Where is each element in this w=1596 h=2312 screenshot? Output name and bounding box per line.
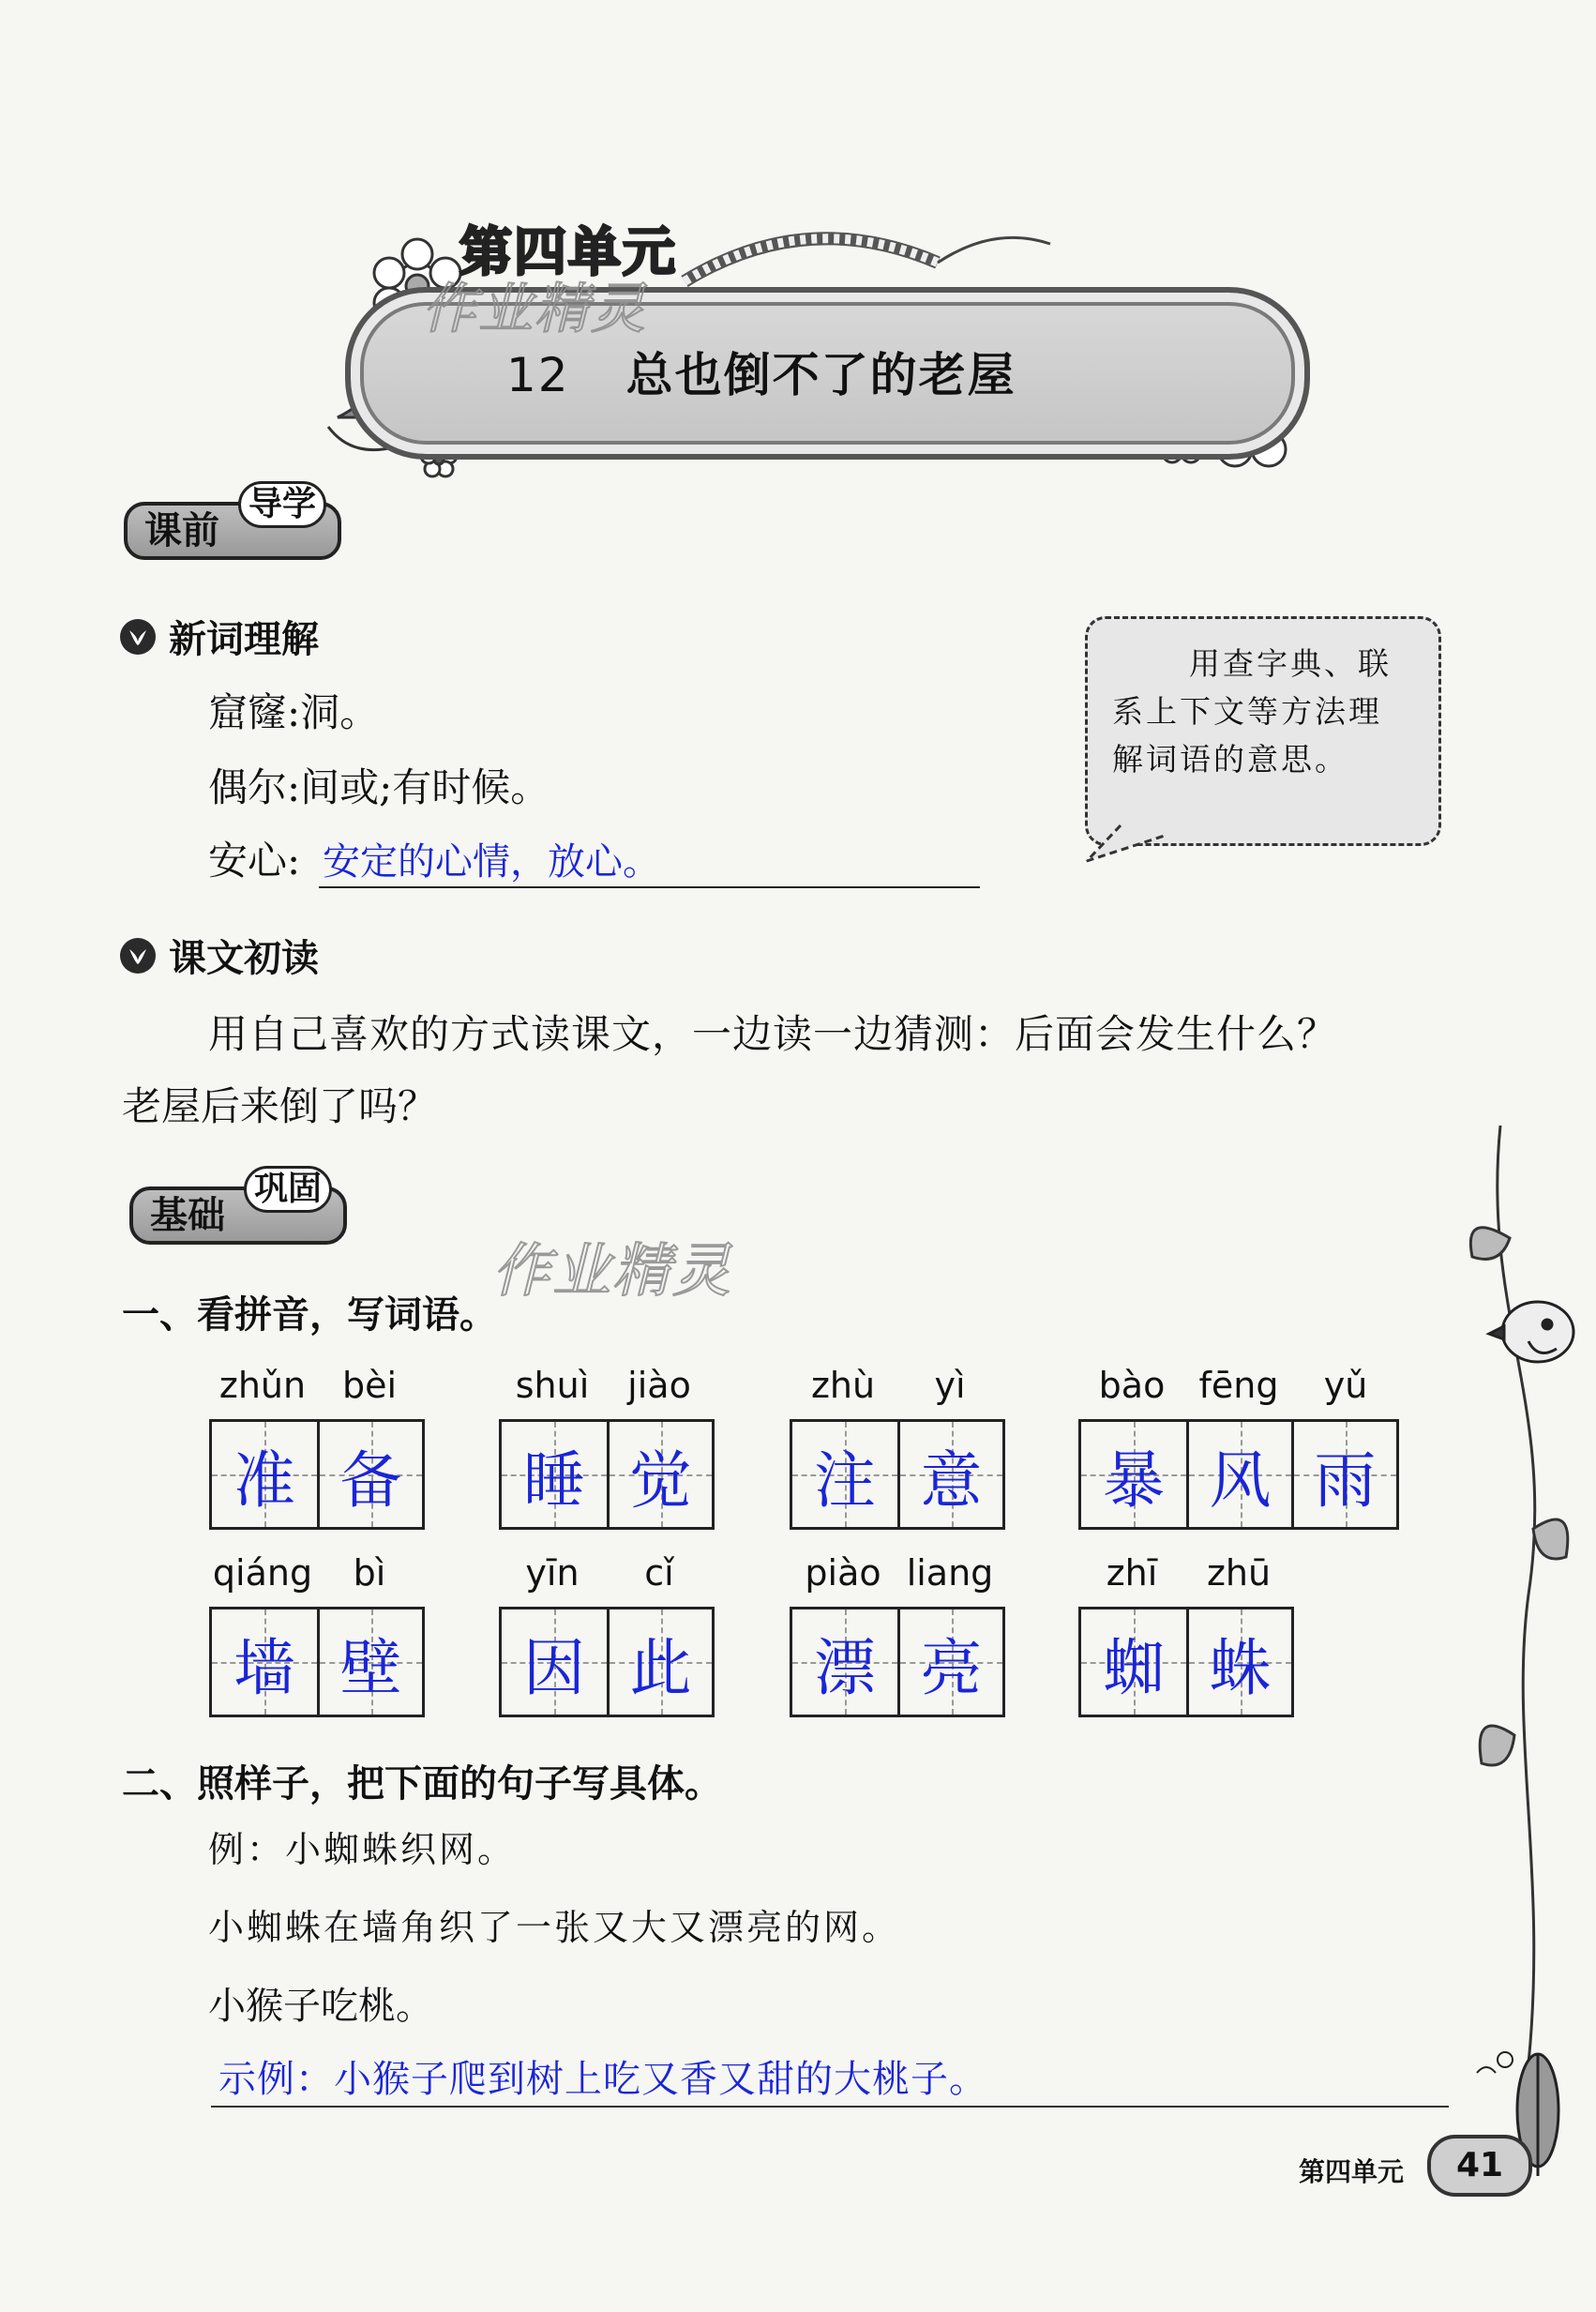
char-cell — [792, 1609, 897, 1715]
pinyin: yīn — [525, 1552, 580, 1594]
char-cell — [212, 1609, 317, 1715]
char-cell — [502, 1422, 607, 1527]
pinyin: bèi — [341, 1365, 398, 1406]
pinyin-row — [790, 1365, 1003, 1406]
reading-text: 用自己喜欢的方式读课文，一边读一边猜测：后面会发生什么？ — [208, 1011, 1338, 1057]
char-cell — [897, 1609, 1002, 1715]
bird-vine-decoration-icon — [1444, 1126, 1594, 2204]
leaf-icon — [120, 619, 156, 655]
tian-grid — [1078, 1607, 1294, 1717]
vocab-meaning: 间或;有时候。 — [300, 764, 550, 810]
pill-label: 课前 — [144, 509, 219, 552]
char: 此 — [629, 1631, 692, 1704]
unit-tag: 第四单元 — [459, 222, 677, 283]
tip-line: 用查字典、联 — [1189, 645, 1392, 682]
pinyin-row — [1078, 1552, 1292, 1594]
word-group — [790, 1365, 1007, 1534]
char: 意 — [920, 1443, 983, 1517]
char-cell — [1291, 1422, 1396, 1527]
char-cell — [317, 1422, 422, 1527]
vocab-heading — [120, 610, 319, 663]
pinyin-row — [209, 1365, 423, 1406]
section-pill-preview — [124, 485, 341, 560]
vocab-item — [208, 764, 550, 811]
char-cell — [1186, 1609, 1291, 1715]
vocab-item — [208, 689, 379, 736]
char-cell — [1081, 1422, 1186, 1527]
vocab-heading-text: 新词理解 — [169, 618, 319, 661]
tip-line: 解词语的意思。 — [1112, 741, 1348, 778]
answer-line — [319, 832, 980, 888]
pinyin: zhū — [1206, 1552, 1272, 1594]
char-cell — [1186, 1422, 1291, 1527]
pinyin: zhī — [1106, 1552, 1158, 1594]
char-cell — [897, 1422, 1002, 1527]
lesson-number: 12 — [506, 348, 570, 402]
char: 睡 — [523, 1443, 585, 1517]
pinyin: shuì — [515, 1365, 590, 1406]
answer-line — [211, 2045, 1449, 2105]
tian-grid — [790, 1419, 1005, 1530]
char-cell — [607, 1422, 712, 1527]
pill-sup-label: 巩固 — [244, 1166, 332, 1213]
reading-heading-text: 课文初读 — [169, 937, 319, 980]
tian-grid — [790, 1607, 1005, 1717]
pinyin: jiào — [627, 1365, 691, 1406]
vocab-term: 安心: — [208, 838, 301, 884]
pinyin: bì — [353, 1552, 386, 1594]
vocab-term: 偶尔: — [208, 764, 301, 810]
pinyin: qiáng — [212, 1552, 313, 1594]
tian-grid — [1078, 1419, 1399, 1530]
reading-heading — [120, 929, 319, 982]
pinyin: liang — [906, 1552, 994, 1594]
bubble-tail-icon — [1083, 816, 1196, 891]
char-cell — [1081, 1609, 1186, 1715]
pinyin-row — [499, 1552, 713, 1594]
vocab-answer: 安定的心情，放心。 — [323, 840, 660, 884]
word-group — [209, 1552, 427, 1721]
char-cell — [502, 1609, 607, 1715]
watermark: 作业精灵 — [492, 1236, 733, 1305]
pill-sup-label: 导学 — [238, 481, 326, 528]
word-group — [499, 1365, 716, 1534]
char: 墙 — [233, 1631, 295, 1704]
char-cell — [607, 1609, 712, 1715]
tip-line: 系上下文等方法理 — [1112, 693, 1382, 731]
char: 准 — [233, 1443, 295, 1517]
char: 备 — [339, 1443, 402, 1517]
char: 雨 — [1314, 1443, 1377, 1517]
char: 风 — [1209, 1443, 1272, 1517]
tian-grid — [499, 1607, 715, 1717]
vocab-term: 窟窿: — [208, 689, 301, 735]
word-group — [790, 1552, 1007, 1721]
example-label: 例：小蜘蛛织网。 — [208, 1829, 517, 1870]
lesson-title — [506, 338, 1016, 405]
pinyin-row — [209, 1552, 423, 1594]
word-group — [499, 1552, 716, 1721]
char: 因 — [523, 1631, 585, 1704]
vocab-meaning: 洞。 — [300, 689, 380, 735]
word-group — [209, 1365, 427, 1534]
char: 蛛 — [1209, 1631, 1272, 1704]
reading-text: 老屋后来倒了吗？ — [122, 1083, 438, 1129]
tian-grid — [209, 1419, 425, 1530]
char: 壁 — [339, 1631, 402, 1704]
example-answer: 小蜘蛛在墙角织了一张又大又漂亮的网。 — [208, 1907, 901, 1948]
pinyin: fēng — [1198, 1365, 1279, 1406]
vocab-item — [208, 838, 300, 884]
char: 暴 — [1103, 1443, 1165, 1517]
pinyin: yì — [934, 1365, 966, 1406]
section-pill-practice — [129, 1170, 347, 1245]
pinyin: piào — [805, 1552, 881, 1594]
pinyin: bào — [1098, 1365, 1166, 1406]
char-cell — [792, 1422, 897, 1527]
page-number: 41 — [1427, 2135, 1532, 2197]
char-cell — [317, 1609, 422, 1715]
question-1-title: 一、看拼音，写词语。 — [122, 1293, 497, 1337]
tian-grid — [499, 1419, 715, 1530]
char: 蜘 — [1103, 1631, 1165, 1704]
pinyin: cǐ — [644, 1552, 674, 1594]
word-group — [1078, 1365, 1403, 1534]
pinyin: yǔ — [1323, 1365, 1368, 1406]
pinyin: zhù — [810, 1365, 876, 1406]
pinyin-row — [1078, 1365, 1399, 1406]
tip-bubble — [1085, 616, 1441, 846]
pinyin: zhǔn — [218, 1365, 307, 1406]
leaf-icon — [120, 938, 156, 974]
char: 漂 — [814, 1631, 876, 1704]
question-2-title: 二、照样子，把下面的句子写具体。 — [122, 1762, 722, 1806]
prompt-sentence: 小猴子吃桃。 — [208, 1985, 433, 2028]
char: 注 — [814, 1443, 876, 1517]
lesson-title-text: 总也倒不了的老屋 — [625, 348, 1016, 402]
pinyin-row — [790, 1552, 1003, 1594]
tian-grid — [209, 1607, 425, 1717]
watermark: 作业精灵 — [422, 277, 648, 340]
sentence-answer: 示例：小猴子爬到树上吃又香又甜的大桃子。 — [218, 2058, 987, 2101]
footer-unit-label: 第四单元 — [1299, 2156, 1405, 2187]
char: 觉 — [629, 1443, 692, 1517]
word-group — [1078, 1552, 1296, 1721]
char-cell — [212, 1422, 317, 1527]
pinyin-row — [499, 1365, 713, 1406]
pill-label: 基础 — [150, 1194, 225, 1237]
answer-underline — [211, 2106, 1449, 2108]
char: 亮 — [920, 1631, 983, 1704]
